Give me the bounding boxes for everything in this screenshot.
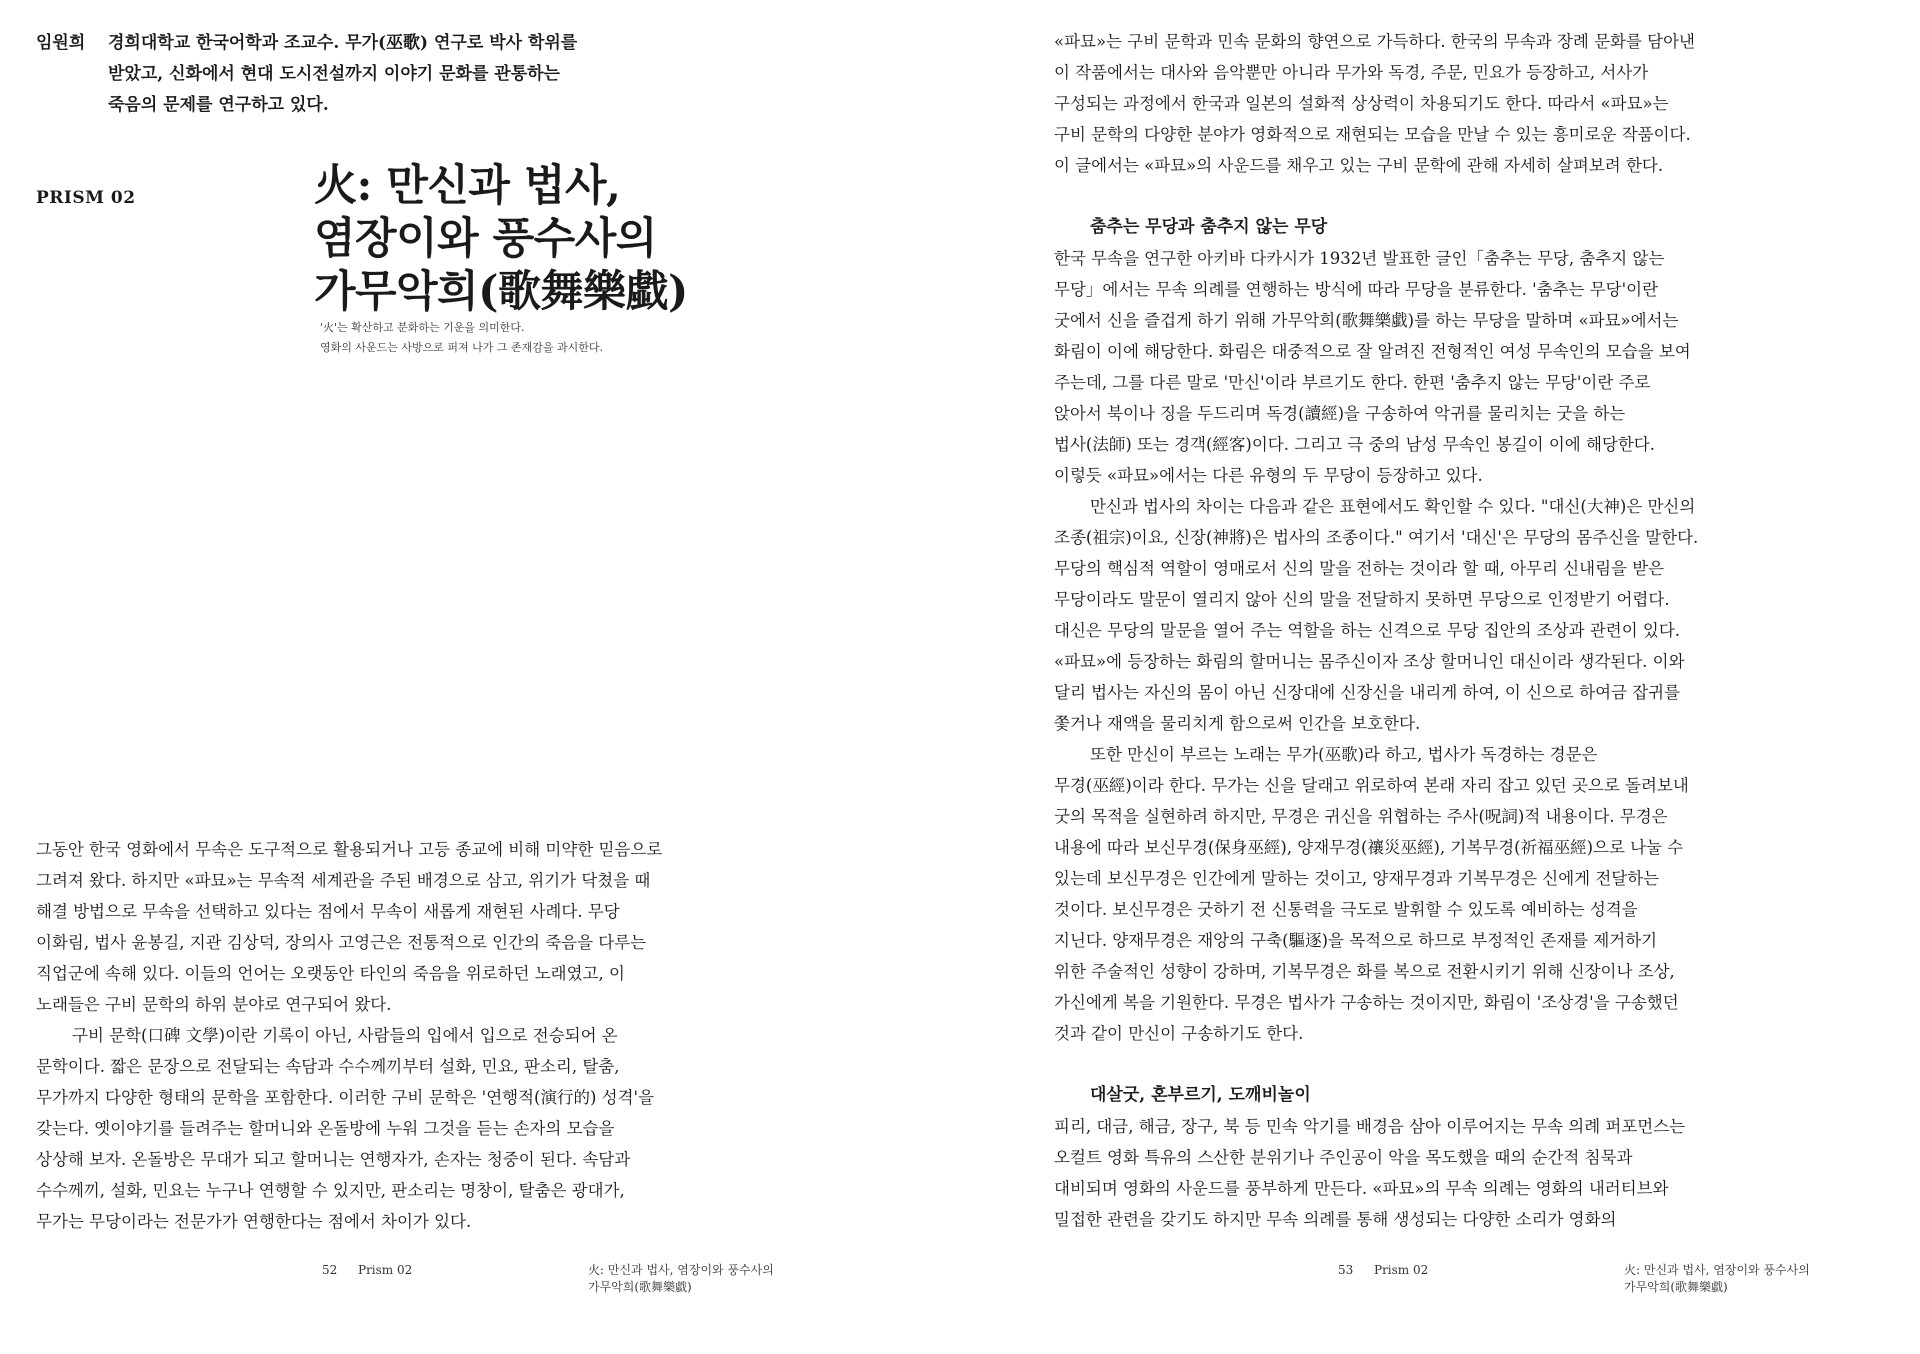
text-line: 무가까지 다양한 형태의 문학을 포함한다. 이러한 구비 문학은 '연행적(演行的) 성격'을 xyxy=(36,1088,655,1107)
section-label: PRISM 02 xyxy=(36,188,136,208)
paragraph xyxy=(36,1020,736,1237)
text-line: 위한 주술적인 성향이 강하며, 기복무경은 화를 복으로 전환시키기 위해 신장이나 조상, xyxy=(1054,962,1675,981)
text-line: 쫓거나 재액을 물리치게 함으로써 인간을 보호한다. xyxy=(1054,714,1421,733)
text-line: 조종(祖宗)이요, 신장(神將)은 법사의 조종이다." 여기서 '대신'은 무당의 몸주신을 말한다. xyxy=(1054,528,1699,547)
title-line: 가무악희(歌舞樂戱) xyxy=(314,267,688,317)
subtitle-line: 영화의 사운드는 사방으로 퍼져 나가 그 존재감을 과시한다. xyxy=(320,341,603,354)
title-line: 염장이와 풍수사의 xyxy=(314,214,657,264)
title-line: 火: 만신과 법사, xyxy=(314,161,621,211)
author-bio xyxy=(36,28,636,121)
footer-magazine: Prism 02 xyxy=(1374,1263,1429,1277)
author-bio-line: 죽음의 문제를 연구하고 있다. xyxy=(108,95,329,115)
text-line: 무가는 무당이라는 전문가가 연행한다는 점에서 차이가 있다. xyxy=(36,1212,472,1231)
text-line: 무경(巫經)이라 한다. 무가는 신을 달래고 위로하여 본래 자리 잡고 있던 곳으로 돌려보내 xyxy=(1054,776,1689,795)
text-line: 직업군에 속해 있다. 이들의 언어는 오랫동안 타인의 죽음을 위로하던 노래였고, 이 xyxy=(36,964,625,983)
paragraph xyxy=(36,834,736,1020)
text-line: 내용에 따라 보신무경(保身巫經), 양재무경(禳災巫經), 기복무경(祈福巫經)으로 나눌 수 xyxy=(1054,838,1684,857)
paragraph xyxy=(1054,1111,1774,1235)
text-line: 이 작품에서는 대사와 음악뿐만 아니라 무가와 독경, 주문, 민요가 등장하고, 서사가 xyxy=(1054,63,1649,82)
text-line: 노래들은 구비 문학의 하위 분야로 연구되어 왔다. xyxy=(36,995,392,1014)
text-line: 화림이 이에 해당한다. 화림은 대중적으로 잘 알려진 전형적인 여성 무속인의 모습을 보여 xyxy=(1054,342,1691,361)
text-line: 오컬트 영화 특유의 스산한 분위기나 주인공이 악을 목도했을 때의 순간적 침묵과 xyxy=(1054,1148,1633,1167)
text-line: 갖는다. 옛이야기를 들려주는 할머니와 온돌방에 누워 그것을 듣는 손자의 모습을 xyxy=(36,1119,615,1138)
text-line: 가신에게 복을 기원한다. 무경은 법사가 구송하는 것이지만, 화림이 '조상경'을 구송했던 xyxy=(1054,993,1679,1012)
left-body-text xyxy=(36,834,736,1237)
text-line: 상상해 보자. 온돌방은 무대가 되고 할머니는 연행자가, 손자는 청중이 된다. 속담과 xyxy=(36,1150,631,1169)
text-line: 문학이다. 짧은 문장으로 전달되는 속담과 수수께끼부터 설화, 민요, 판소리, 탈춤, xyxy=(36,1057,620,1076)
text-line: 것과 같이 만신이 구송하기도 한다. xyxy=(1054,1024,1304,1043)
paragraph xyxy=(1054,26,1774,181)
footer-title-line: 가무악희(歌舞樂戱) xyxy=(1624,1280,1728,1294)
section-heading: 춤추는 무당과 춤추지 않는 무당 xyxy=(1090,217,1328,237)
footer-title-line: 火: 만신과 법사, 염장이와 풍수사의 xyxy=(588,1263,774,1277)
text-line: «파묘»에 등장하는 화림의 할머니는 몸주신이자 조상 할머니인 대신이라 생각된다. 이와 xyxy=(1054,652,1685,671)
text-line: «파묘»는 구비 문학과 민속 문화의 향연으로 가득하다. 한국의 무속과 장례 문화를 담아낸 xyxy=(1054,32,1695,51)
article-title xyxy=(314,160,734,319)
text-line: 또한 만신이 부르는 노래는 무가(巫歌)라 하고, 법사가 독경하는 경문은 xyxy=(1090,745,1598,764)
subtitle-line: '火'는 확산하고 분화하는 기운을 의미한다. xyxy=(320,321,525,334)
right-body-text xyxy=(1054,26,1774,1235)
author-bio-text xyxy=(108,28,636,121)
text-line: 그동안 한국 영화에서 무속은 도구적으로 활용되거나 고등 종교에 비해 미약한 믿음으로 xyxy=(36,840,663,859)
paragraph xyxy=(1054,739,1774,1049)
text-line: 달리 법사는 자신의 몸이 아닌 신장대에 신장신을 내리게 하여, 이 신으로 하여금 잡귀를 xyxy=(1054,683,1681,702)
text-line: 것이다. 보신무경은 굿하기 전 신통력을 극도로 발휘할 수 있도록 예비하는 성격을 xyxy=(1054,900,1638,919)
text-line: 밀접한 관련을 갖기도 하지만 무속 의례를 통해 생성되는 다양한 소리가 영화의 xyxy=(1054,1210,1617,1229)
page-number: 52 xyxy=(322,1263,338,1277)
text-line: 무당」에서는 무속 의례를 연행하는 방식에 따라 무당을 분류한다. '춤추는 무당'이란 xyxy=(1054,280,1659,299)
footer-title-line: 火: 만신과 법사, 염장이와 풍수사의 xyxy=(1624,1263,1810,1277)
footer-title-line: 가무악희(歌舞樂戱) xyxy=(588,1280,692,1294)
text-line: 무당의 핵심적 역할이 영매로서 신의 말을 전하는 것이라 할 때, 아무리 신내림을 받은 xyxy=(1054,559,1665,578)
text-line: 무당이라도 말문이 열리지 않아 신의 말을 전달하지 못하면 무당으로 인정받기 어렵다. xyxy=(1054,590,1670,609)
text-line: 구성되는 과정에서 한국과 일본의 설화적 상상력이 차용되기도 한다. 따라서 «파묘»는 xyxy=(1054,94,1669,113)
section-heading: 대살굿, 혼부르기, 도깨비놀이 xyxy=(1090,1085,1311,1105)
author-bio-line: 경희대학교 한국어학과 조교수. 무가(巫歌) 연구로 박사 학위를 xyxy=(108,33,578,53)
text-line: 있는데 보신무경은 인간에게 말하는 것이고, 양재무경과 기복무경은 신에게 전달하는 xyxy=(1054,869,1660,888)
text-line: 주는데, 그를 다른 말로 '만신'이라 부르기도 한다. 한편 '춤추지 않는 무당'이란 주로 xyxy=(1054,373,1651,392)
text-line: 법사(法師) 또는 경객(經客)이다. 그리고 극 중의 남성 무속인 봉길이 이에 해당한다. xyxy=(1054,435,1655,454)
text-line: 지닌다. 양재무경은 재앙의 구축(驅逐)을 목적으로 하므로 부정적인 존재를 제거하기 xyxy=(1054,931,1658,950)
text-line: 굿의 목적을 실현하려 하지만, 무경은 귀신을 위협하는 주사(呪詞)적 내용이다. 무경은 xyxy=(1054,807,1668,826)
paragraph xyxy=(1054,491,1774,739)
text-line: 만신과 법사의 차이는 다음과 같은 표현에서도 확인할 수 있다. "대신(大神)은 만신의 xyxy=(1090,497,1696,516)
text-line: 굿에서 신을 즐겁게 하기 위해 가무악희(歌舞樂戱)를 하는 무당을 말하며 «파묘»에서는 xyxy=(1054,311,1679,330)
text-line: 앉아서 북이나 징을 두드리며 독경(讀經)을 구송하여 악귀를 물리치는 굿을 하는 xyxy=(1054,404,1626,423)
text-line: 이렇듯 «파묘»에서는 다른 유형의 두 무당이 등장하고 있다. xyxy=(1054,466,1483,485)
page-number: 53 xyxy=(1338,1263,1354,1277)
text-line: 피리, 대금, 해금, 장구, 북 등 민속 악기를 배경음 삼아 이루어지는 무속 의례 퍼포먼스는 xyxy=(1054,1117,1686,1136)
footer-magazine: Prism 02 xyxy=(358,1263,413,1277)
text-line: 이 글에서는 «파묘»의 사운드를 채우고 있는 구비 문학에 관해 자세히 살펴보려 한다. xyxy=(1054,156,1664,175)
article-subtitle xyxy=(320,318,603,358)
author-bio-line: 받았고, 신화에서 현대 도시전설까지 이야기 문화를 관통하는 xyxy=(108,64,560,84)
author-name: 임원희 xyxy=(36,33,86,53)
footer-title xyxy=(1624,1262,1864,1296)
text-line: 수수께끼, 설화, 민요는 누구나 연행할 수 있지만, 판소리는 명창이, 탈춤은 광대가, xyxy=(36,1181,625,1200)
text-line: 대비되며 영화의 사운드를 풍부하게 만든다. «파묘»의 무속 의례는 영화의 내러티브와 xyxy=(1054,1179,1669,1198)
footer-title xyxy=(588,1262,828,1296)
text-line: 구비 문학(口碑 文學)이란 기록이 아닌, 사람들의 입에서 입으로 전승되어 온 xyxy=(72,1026,618,1045)
text-line: 해결 방법으로 무속을 선택하고 있다는 점에서 무속이 새롭게 재현된 사례다. 무당 xyxy=(36,902,620,921)
paragraph xyxy=(1054,243,1774,491)
text-line: 한국 무속을 연구한 아키바 다카시가 1932년 발표한 글인「춤추는 무당, 춤추지 않는 xyxy=(1054,249,1665,268)
text-line: 구비 문학의 다양한 분야가 영화적으로 재현되는 모습을 만날 수 있는 흥미로운 작품이다. xyxy=(1054,125,1691,144)
text-line: 대신은 무당의 말문을 열어 주는 역할을 하는 신격으로 무당 집안의 조상과 관련이 있다. xyxy=(1054,621,1681,640)
text-line: 그려져 왔다. 하지만 «파묘»는 무속적 세계관을 주된 배경으로 삼고, 위기가 닥쳤을 때 xyxy=(36,871,651,890)
text-line: 이화림, 법사 윤봉길, 지관 김상덕, 장의사 고영근은 전통적으로 인간의 죽음을 다루는 xyxy=(36,933,647,952)
